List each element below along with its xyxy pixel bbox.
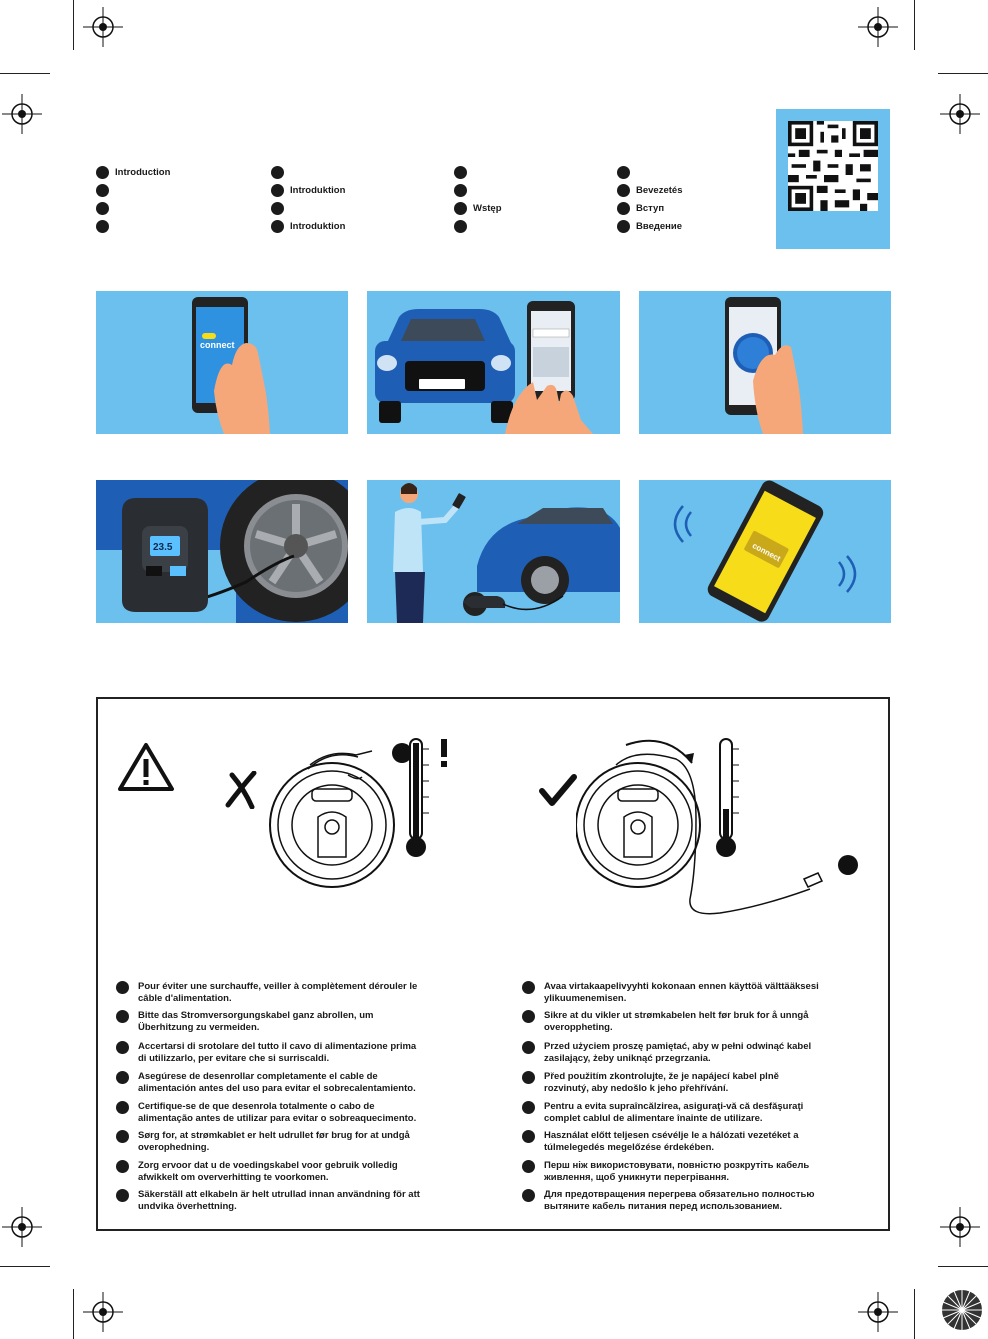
intro-language-entry — [617, 165, 636, 179]
warning-note-text: Säkerställ att elkabeln är helt utrullad innan användning för att undvika överhettning. — [138, 1189, 420, 1212]
warning-note-text: Sikre at du vikler ut strømkabelen helt før bruk for å unngå overoppheting. — [544, 1010, 809, 1033]
language-bullet-icon — [116, 1189, 129, 1202]
warning-note — [522, 1160, 822, 1184]
thermometer-hot-icon — [401, 737, 431, 861]
intro-language-entry — [271, 201, 290, 215]
warning-note-text: Bitte das Stromversorgungskabel ganz abrollen, um Überhitzung zu vermeiden. — [138, 1010, 374, 1033]
intro-language-entry — [454, 201, 502, 215]
language-bullet-icon — [522, 1130, 535, 1143]
language-bullet-icon — [116, 981, 129, 994]
registration-mark-icon — [856, 1290, 900, 1334]
language-bullet-icon — [522, 1189, 535, 1202]
trim-line — [0, 1266, 50, 1267]
intro-language-entry — [96, 219, 115, 233]
intro-language-entry — [617, 201, 664, 215]
registration-mark-icon — [0, 1205, 44, 1249]
language-bullet-icon — [116, 1101, 129, 1114]
warning-note-text: Перш ніж використовувати, повністю розкрутіть кабель живлення, щоб уникнути перегрівання. — [544, 1160, 810, 1183]
warning-note — [522, 1071, 822, 1095]
step-panel-app-launch — [96, 291, 348, 434]
language-bullet-icon — [522, 981, 535, 994]
language-bullet-icon — [522, 1160, 535, 1173]
language-bullet-icon — [617, 166, 630, 179]
intro-label: Introduktion — [290, 220, 346, 232]
registration-mark-icon — [81, 1290, 125, 1334]
intro-label: Введение — [636, 220, 683, 232]
compressor-coiled-diagram — [262, 739, 412, 889]
language-bullet-icon — [522, 1041, 535, 1054]
intro-language-entry — [96, 183, 115, 197]
intro-label: Introduktion — [290, 184, 346, 196]
intro-language-entry — [617, 183, 682, 197]
language-bullet-icon — [454, 220, 467, 233]
language-bullet-icon — [454, 202, 467, 215]
intro-label: Wstęp — [473, 202, 502, 214]
registration-mark-icon — [938, 1205, 982, 1249]
step-panel-pair-button — [639, 291, 891, 434]
warning-note — [116, 1071, 426, 1095]
compressor-display-readout: 23.5 — [153, 542, 173, 553]
warning-note — [116, 1101, 426, 1125]
registration-mark-icon — [938, 92, 982, 136]
language-bullet-icon — [96, 184, 109, 197]
step-panel-operate-remote — [367, 480, 620, 623]
language-bullet-icon — [454, 166, 467, 179]
trim-line — [73, 0, 74, 50]
language-bullet-icon — [617, 184, 630, 197]
language-bullet-icon — [522, 1101, 535, 1114]
warning-note-text: Pour éviter une surchauffe, veiller à complètement dérouler le câble d'alimentation. — [138, 981, 418, 1004]
intro-language-entry — [96, 165, 170, 179]
check-mark-icon — [538, 773, 578, 807]
warning-note — [522, 1130, 822, 1154]
language-bullet-icon — [271, 166, 284, 179]
language-bullet-icon — [271, 220, 284, 233]
warning-note-text: Használat előtt teljesen csévélje le a hálózati vezetéket a túlmelegedés megelőzése érdekében. — [544, 1130, 799, 1153]
language-bullet-icon — [96, 202, 109, 215]
language-bullet-icon — [116, 1160, 129, 1173]
warning-note-text: Accertarsi di srotolare del tutto il cavo di alimentazione prima di utilizzarlo, per evitare che si surriscaldi. — [138, 1041, 417, 1064]
warning-note-text: Asegúrese de desenrollar completamente el cable de alimentación antes del uso para evitar el sobrecalentamiento. — [138, 1071, 416, 1094]
warning-note-text: Zorg ervoor dat u de voedingskabel voor gebruik volledig afwikkelt om oververhitting te voorkomen. — [138, 1160, 398, 1183]
warning-note — [116, 1010, 426, 1034]
intro-language-entry — [96, 201, 115, 215]
language-bullet-icon — [617, 202, 630, 215]
app-name-label: connect — [750, 541, 783, 564]
warning-note-text: Sørg for, at strømkablet er helt udrullet før brug for at undgå overophedning. — [138, 1130, 410, 1153]
intro-language-entry — [271, 165, 290, 179]
trim-line — [914, 1289, 915, 1339]
intro-language-entry — [271, 183, 345, 197]
trim-line — [0, 73, 50, 74]
language-bullet-icon — [96, 220, 109, 233]
language-bullet-icon — [271, 202, 284, 215]
intro-language-entry — [454, 183, 473, 197]
warning-note — [522, 1010, 822, 1034]
step-panel-enter-plate — [367, 291, 620, 434]
warning-note-text: Przed użyciem proszę pamiętać, aby w pełni odwinąć kabel zasilający, żeby uniknąć przegrzania. — [544, 1041, 812, 1064]
intro-language-entry — [454, 165, 473, 179]
language-bullet-icon — [116, 1010, 129, 1023]
exclamation-icon — [438, 739, 450, 769]
language-bullet-icon — [454, 184, 467, 197]
intro-label: Вступ — [636, 202, 665, 214]
color-target-icon — [940, 1288, 984, 1332]
warning-note-text: Certifique-se de que desenrola totalmente o cabo de alimentação antes de utilizar para evitar o sobreaquecimento. — [138, 1101, 417, 1124]
intro-label: Introduction — [115, 166, 171, 178]
cable-warning-box — [96, 697, 890, 1231]
trim-line — [938, 1266, 988, 1267]
warning-note-text: Для предотвращения перегрева обязательно полностью вытяните кабель питания перед использованием. — [544, 1189, 815, 1212]
registration-mark-icon — [0, 92, 44, 136]
cross-mark-icon — [224, 771, 260, 809]
language-bullet-icon — [116, 1130, 129, 1143]
warning-note-text: Pentru a evita supraîncălzirea, asiguraţi-vă că desfăşuraţi complet cablul de alimentare înainte de utilizare. — [544, 1101, 804, 1124]
language-bullet-icon — [522, 1071, 535, 1084]
language-bullet-icon — [522, 1010, 535, 1023]
language-bullet-icon — [617, 220, 630, 233]
warning-note — [522, 1041, 822, 1065]
intro-language-entry — [454, 219, 473, 233]
warning-note — [116, 981, 426, 1005]
warning-note — [522, 1101, 822, 1125]
intro-language-entry — [617, 219, 682, 233]
warning-note — [116, 1041, 426, 1065]
registration-mark-icon — [856, 5, 900, 49]
warning-note-text: Před použitím zkontrolujte, že je napájecí kabel plně rozvinutý, aby nedošlo k jeho přehřívání. — [544, 1071, 779, 1094]
app-name-label: connect — [200, 340, 235, 350]
language-bullet-icon — [96, 166, 109, 179]
registration-mark-icon — [81, 5, 125, 49]
intro-language-entry — [271, 219, 345, 233]
warning-note — [116, 1160, 426, 1184]
step-panel-connect-compressor — [96, 480, 348, 623]
qr-code-panel — [776, 109, 890, 249]
warning-note — [116, 1130, 426, 1154]
warning-triangle-icon — [116, 741, 176, 793]
language-bullet-icon — [116, 1071, 129, 1084]
qr-code[interactable] — [788, 121, 878, 211]
language-bullet-icon — [271, 184, 284, 197]
thermometer-normal-icon — [711, 737, 741, 861]
language-bullet-icon — [116, 1041, 129, 1054]
warning-note-text: Avaa virtakaapelivyyhti kokonaan ennen käyttöä välttääksesi ylikuumenemisen. — [544, 981, 819, 1004]
warning-note — [522, 1189, 822, 1213]
trim-line — [73, 1289, 74, 1339]
warning-note — [116, 1189, 426, 1213]
warning-note — [522, 981, 822, 1005]
intro-label: Bevezetés — [636, 184, 683, 196]
trim-line — [938, 73, 988, 74]
trim-line — [914, 0, 915, 50]
step-panel-phone-notify — [639, 480, 891, 623]
